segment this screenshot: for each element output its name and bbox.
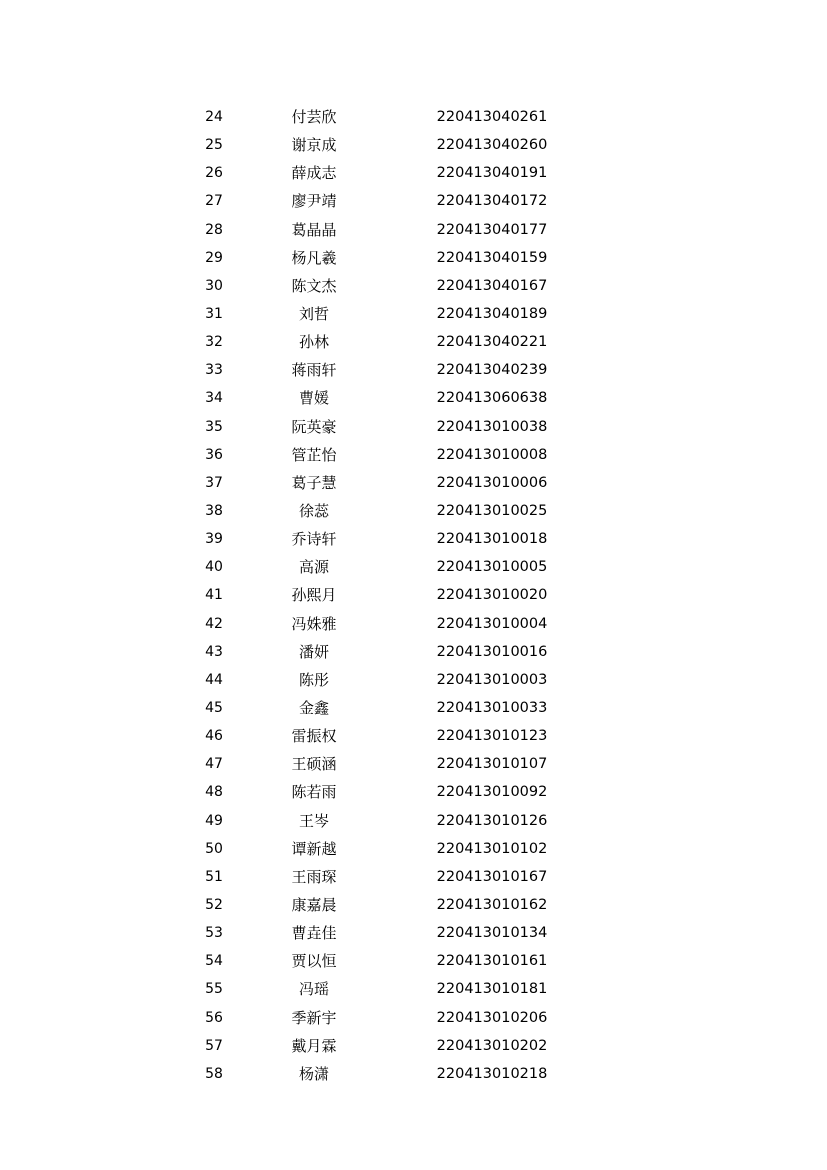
row-number: 33 (205, 362, 223, 379)
row-number: 38 (205, 502, 223, 519)
table-row (0, 300, 827, 328)
student-id: 220413040172 (436, 193, 548, 210)
row-number: 27 (205, 193, 223, 210)
student-name: 戴月霖 (291, 1036, 337, 1055)
student-name: 孙林 (298, 333, 329, 352)
table-row (0, 159, 827, 187)
student-id: 220413010025 (436, 502, 548, 519)
student-name: 康嘉晨 (291, 895, 337, 914)
row-number: 49 (205, 812, 223, 829)
student-name: 葛子慧 (291, 473, 337, 492)
row-number: 32 (205, 334, 223, 351)
student-id: 220413010008 (436, 446, 548, 463)
student-name: 蒋雨轩 (291, 361, 337, 380)
table-row (0, 384, 827, 412)
student-name: 雷振权 (291, 727, 337, 746)
row-number: 31 (205, 305, 223, 322)
student-id: 220413010003 (436, 671, 548, 688)
row-number: 56 (205, 1009, 223, 1026)
table-row (0, 666, 827, 694)
row-number: 35 (205, 418, 223, 435)
table-row (0, 975, 827, 1003)
student-id: 220413010202 (436, 1037, 548, 1054)
row-number: 50 (205, 840, 223, 857)
table-row (0, 1060, 827, 1088)
row-number: 25 (205, 137, 223, 154)
row-number: 37 (205, 474, 223, 491)
student-id: 220413040167 (436, 277, 548, 294)
student-id: 220413010033 (436, 699, 548, 716)
row-number: 52 (205, 896, 223, 913)
table-row (0, 497, 827, 525)
student-name: 葛晶晶 (291, 220, 337, 239)
student-id: 220413010126 (436, 812, 548, 829)
table-row (0, 413, 827, 441)
row-number: 48 (205, 784, 223, 801)
row-number: 43 (205, 643, 223, 660)
student-name: 乔诗轩 (291, 530, 337, 549)
table-row (0, 1032, 827, 1060)
row-number: 41 (205, 587, 223, 604)
student-id: 220413010123 (436, 728, 548, 745)
row-number: 30 (205, 277, 223, 294)
student-name: 潘妍 (298, 642, 329, 661)
table-row (0, 131, 827, 159)
student-name: 杨潇 (298, 1064, 329, 1083)
table-row (0, 216, 827, 244)
table-row (0, 1004, 827, 1032)
table-row (0, 863, 827, 891)
student-id: 220413040260 (436, 137, 548, 154)
table-row (0, 778, 827, 806)
row-number: 40 (205, 559, 223, 576)
student-name: 陈若雨 (291, 783, 337, 802)
student-name: 阮英豪 (291, 417, 337, 436)
student-name: 王岑 (298, 811, 329, 830)
student-roster-table (0, 103, 827, 1088)
table-row (0, 750, 827, 778)
student-name: 曹媛 (298, 389, 329, 408)
student-id: 220413040191 (436, 165, 548, 182)
student-id: 220413040189 (436, 305, 548, 322)
student-id: 220413060638 (436, 390, 548, 407)
table-row (0, 525, 827, 553)
student-name: 陈文杰 (291, 276, 337, 295)
student-id: 220413010107 (436, 756, 548, 773)
student-id: 220413010016 (436, 643, 548, 660)
student-id: 220413010018 (436, 531, 548, 548)
student-id: 220413040177 (436, 221, 548, 238)
student-name: 薛成志 (291, 164, 337, 183)
student-name: 曹垚佳 (291, 924, 337, 943)
student-id: 220413010004 (436, 615, 548, 632)
student-id: 220413010181 (436, 981, 548, 998)
row-number: 44 (205, 671, 223, 688)
student-id: 220413010020 (436, 587, 548, 604)
student-id: 220413010218 (436, 1065, 548, 1082)
student-name: 谢京成 (291, 136, 337, 155)
table-row (0, 835, 827, 863)
table-row (0, 272, 827, 300)
student-name: 谭新越 (291, 839, 337, 858)
student-id: 220413010006 (436, 474, 548, 491)
table-row (0, 553, 827, 581)
table-row (0, 947, 827, 975)
row-number: 28 (205, 221, 223, 238)
student-id: 220413040221 (436, 334, 548, 351)
student-name: 管芷怡 (291, 445, 337, 464)
row-number: 47 (205, 756, 223, 773)
student-id: 220413010167 (436, 868, 548, 885)
table-row (0, 469, 827, 497)
row-number: 54 (205, 953, 223, 970)
row-number: 53 (205, 925, 223, 942)
student-name: 贾以恒 (291, 952, 337, 971)
row-number: 34 (205, 390, 223, 407)
table-row (0, 244, 827, 272)
student-id: 220413010206 (436, 1009, 548, 1026)
table-row (0, 441, 827, 469)
student-id: 220413040239 (436, 362, 548, 379)
student-id: 220413040261 (436, 109, 548, 125)
row-number: 42 (205, 615, 223, 632)
table-row (0, 807, 827, 835)
row-number: 58 (205, 1065, 223, 1082)
student-name: 金鑫 (298, 698, 329, 717)
student-name: 陈彤 (298, 670, 329, 689)
row-number: 51 (205, 868, 223, 885)
row-number: 26 (205, 165, 223, 182)
row-number: 39 (205, 531, 223, 548)
student-name: 季新宇 (291, 1008, 337, 1027)
student-name: 刘哲 (298, 304, 329, 323)
student-name: 孙熙月 (291, 586, 337, 605)
table-row (0, 103, 827, 131)
student-id: 220413010161 (436, 953, 548, 970)
student-name: 王雨琛 (291, 867, 337, 886)
student-id: 220413010102 (436, 840, 548, 857)
student-name: 王硕涵 (291, 755, 337, 774)
table-row (0, 722, 827, 750)
table-row (0, 919, 827, 947)
student-id: 220413010038 (436, 418, 548, 435)
row-number: 24 (205, 109, 223, 125)
student-name: 冯姝雅 (291, 614, 337, 633)
student-name: 高源 (298, 558, 329, 577)
row-number: 45 (205, 699, 223, 716)
table-row (0, 581, 827, 609)
student-id: 220413010005 (436, 559, 548, 576)
student-name: 杨凡羲 (291, 248, 337, 267)
student-name: 徐蕊 (298, 501, 329, 520)
table-row (0, 356, 827, 384)
row-number: 29 (205, 249, 223, 266)
student-id: 220413010134 (436, 925, 548, 942)
table-row (0, 187, 827, 215)
row-number: 46 (205, 728, 223, 745)
student-name: 付芸欣 (291, 108, 337, 126)
student-id: 220413040159 (436, 249, 548, 266)
student-name: 廖尹靖 (291, 192, 337, 211)
table-row (0, 610, 827, 638)
student-id: 220413010162 (436, 896, 548, 913)
table-row (0, 638, 827, 666)
student-id: 220413010092 (436, 784, 548, 801)
table-row (0, 694, 827, 722)
row-number: 36 (205, 446, 223, 463)
table-row (0, 891, 827, 919)
student-name: 冯瑶 (298, 980, 329, 999)
table-row (0, 328, 827, 356)
row-number: 57 (205, 1037, 223, 1054)
row-number: 55 (205, 981, 223, 998)
